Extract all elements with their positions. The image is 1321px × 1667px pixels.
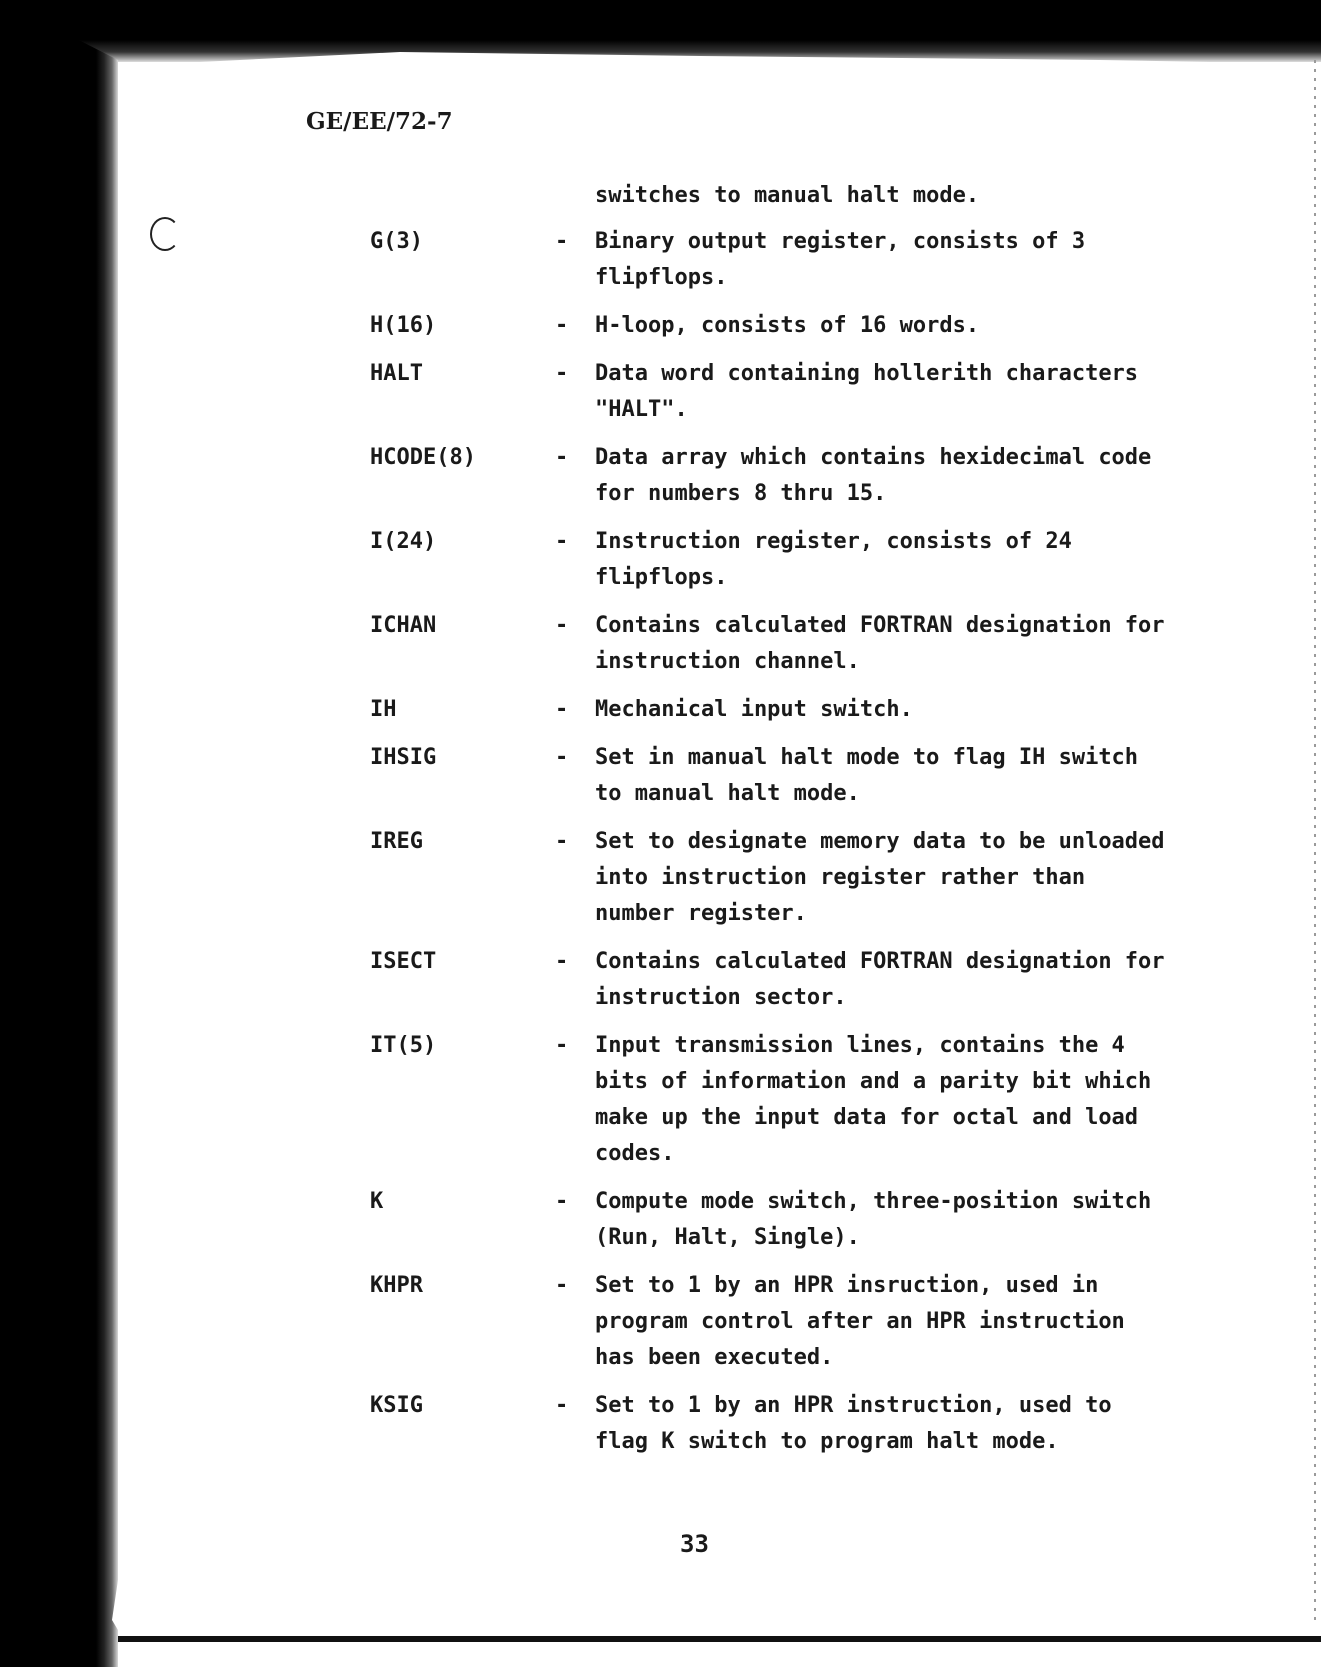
document-id: GE/EE/72-7 [306, 108, 453, 135]
entry-definition: Set to designate memory data to be unloaded into instruction register rather than number register. [595, 829, 1165, 926]
glossary-entry [370, 1388, 1190, 1460]
entry-definition: H-loop, consists of 16 words. [595, 313, 980, 338]
scan-edge-left [0, 0, 118, 1667]
punch-hole-circle-icon [150, 217, 180, 251]
entry-dash: - [555, 1189, 569, 1214]
glossary-entry [370, 944, 1190, 1016]
glossary-entry [370, 1184, 1190, 1256]
glossary-entry [370, 224, 1190, 296]
entry-term: IT(5) [370, 1033, 437, 1058]
entry-dash: - [555, 613, 569, 638]
entry-dash: - [555, 229, 569, 254]
entry-container [370, 224, 1190, 1460]
entry-dash: - [555, 949, 569, 974]
scan-edge-top [0, 0, 1321, 62]
entry-term: HCODE(8) [370, 445, 476, 470]
entry-dash: - [555, 1393, 569, 1418]
entry-definition: Contains calculated FORTRAN designation for instruction channel. [595, 613, 1165, 674]
entry-dash: - [555, 445, 569, 470]
glossary-list [370, 178, 1190, 1472]
entry-dash: - [555, 361, 569, 386]
entry-term: H(16) [370, 313, 437, 338]
scan-edge-bottom [118, 1636, 1321, 1642]
entry-definition: Data array which contains hexidecimal code for numbers 8 thru 15. [595, 445, 1152, 506]
entry-dash: - [555, 1033, 569, 1058]
glossary-entry [370, 308, 1190, 344]
entry-definition: Input transmission lines, contains the 4 bits of information and a parity bit which make up the input data for octal and load codes. [595, 1033, 1152, 1166]
continuation-text: switches to manual halt mode. [595, 183, 980, 208]
entry-definition: Instruction register, consists of 24 flipflops. [595, 529, 1072, 590]
entry-term: K [370, 1189, 384, 1214]
glossary-entry [370, 824, 1190, 932]
entry-dash: - [555, 1273, 569, 1298]
entry-dash: - [555, 313, 569, 338]
entry-definition: Set to 1 by an HPR instruction, used to flag K switch to program halt mode. [595, 1393, 1112, 1454]
entry-dash: - [555, 529, 569, 554]
glossary-entry [370, 524, 1190, 596]
scan-edge-right [1314, 60, 1316, 1620]
entry-definition: Contains calculated FORTRAN designation for instruction sector. [595, 949, 1165, 1010]
entry-definition: Set to 1 by an HPR insruction, used in program control after an HPR instruction has been executed. [595, 1273, 1125, 1370]
glossary-entry [370, 608, 1190, 680]
glossary-entry [370, 440, 1190, 512]
entry-term: IH [370, 697, 397, 722]
glossary-entry [370, 740, 1190, 812]
entry-term: ISECT [370, 949, 437, 974]
entry-term: ICHAN [370, 613, 437, 638]
glossary-entry [370, 356, 1190, 428]
entry-term: G(3) [370, 229, 423, 254]
entry-term: KHPR [370, 1273, 423, 1298]
entry-term: I(24) [370, 529, 437, 554]
entry-definition: Set in manual halt mode to flag IH switch to manual halt mode. [595, 745, 1139, 806]
glossary-entry [370, 1028, 1190, 1172]
entry-dash: - [555, 697, 569, 722]
page-number: 33 [680, 1530, 709, 1558]
entry-term: HALT [370, 361, 423, 386]
entry-dash: - [555, 745, 569, 770]
entry-term: KSIG [370, 1393, 423, 1418]
entry-definition: Mechanical input switch. [595, 697, 913, 722]
glossary-entry [370, 692, 1190, 728]
entry-term: IHSIG [370, 745, 437, 770]
entry-definition: Compute mode switch, three-position switch (Run, Halt, Single). [595, 1189, 1152, 1250]
entry-definition: Data word containing hollerith characters "HALT". [595, 361, 1139, 422]
entry-definition: Binary output register, consists of 3 flipflops. [595, 229, 1086, 290]
entry-term: IREG [370, 829, 423, 854]
glossary-entry [370, 1268, 1190, 1376]
entry-dash: - [555, 829, 569, 854]
